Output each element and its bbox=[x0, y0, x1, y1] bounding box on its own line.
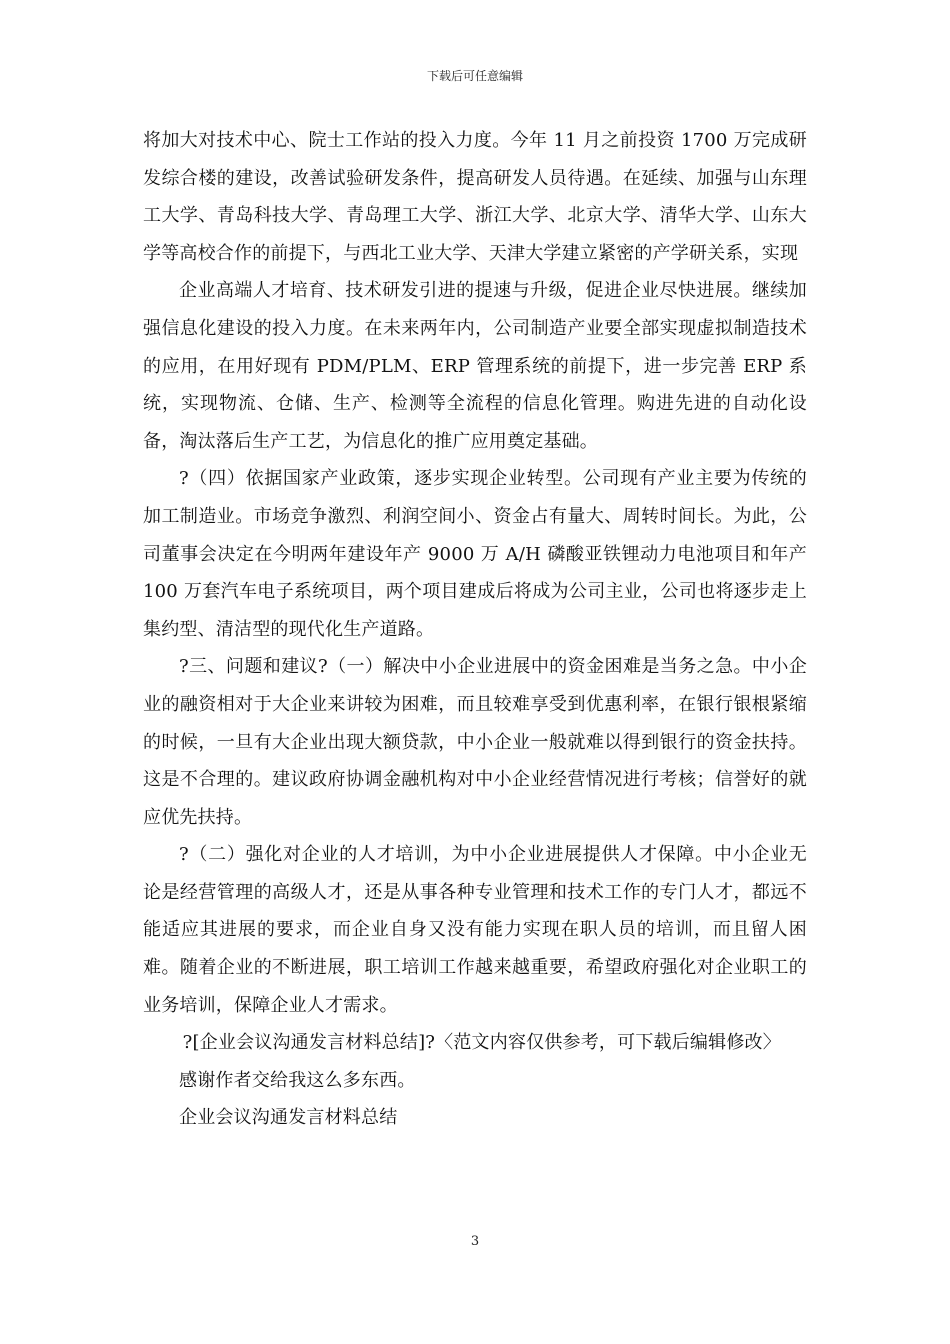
paragraph-transformation: ?（四）依据国家产业政策，逐步实现企业转型。公司现有产业主要为传统的加工制造业。市场竞争激烈、利润空间小、资金占有量大、周转时间长。为此，公司董事会决定在今明两年建设年产 9000 万 A/H 磷酸亚铁锂动力电池项目和年产 100 万套汽车电子系统项目，两个项目建成后将成为公司主业，公司也将逐步走上集约型、清洁型的现代化生产道路。 bbox=[143, 468, 807, 640]
page-number: 3 bbox=[470, 1234, 480, 1249]
paragraph-issues-funding: ?三、问题和建议?（一）解决中小企业进展中的资金困难是当务之急。中小企业的融资相对于大企业来讲较为困难，而且较难享受到优惠利率，在银行银根紧缩的时候，一旦有大企业出现大额贷款，中小企业一般就难以得到银行的资金扶持。这是不合理的。建议政府协调金融机构对中小企业经营情况进行考核；信誉好的就应优先扶持。 bbox=[143, 656, 807, 828]
paragraph-title-repeat: 企业会议沟通发言材料总结 bbox=[179, 1107, 398, 1129]
paragraph-talent: 企业高端人才培育、技术研发引进的提速与升级，促进企业尽快进展。继续加强信息化建设的投入力度。在未来两年内，公司制造产业要全部实现虚拟制造技术的应用，在用好现有 PDM/PLM、ERP 管理系统的前提下，进一步完善 ERP 系统，实现物流、仓储、生产、检测等全流程的信息化管理。购进先进的自动化设备，淘汰落后生产工艺，为信息化的推广应用奠定基础。 bbox=[143, 280, 807, 452]
paragraph-disclaimer: ?[企业会议沟通发言材料总结]?〈范文内容仅供参考，可下载后编辑修改〉 bbox=[182, 1032, 781, 1054]
document-body bbox=[143, 122, 807, 1137]
paragraph-thanks: 感谢作者交给我这么多东西。 bbox=[179, 1069, 416, 1091]
page-header: 下载后可任意编辑 bbox=[426, 69, 523, 83]
paragraph-continuation: 将加大对技术中心、院士工作站的投入力度。今年 11 月之前投资 1700 万完成研发综合楼的建设，改善试验研发条件，提高研发人员待遇。在延续、加强与山东理工大学、青岛科技大学、青岛理工大学、浙江大学、北京大学、清华大学、山东大学等高校合作的前提下，与西北工业大学、天津大学建立紧密的产学研关系，实现 bbox=[143, 130, 807, 264]
paragraph-issues-training: ?（二）强化对企业的人才培训，为中小企业进展提供人才保障。中小企业无论是经营管理的高级人才，还是从事各种专业管理和技术工作的专门人才，都远不能适应其进展的要求，而企业自身又没有能力实现在职人员的培训，而且留人困难。随着企业的不断进展，职工培训工作越来越重要，希望政府强化对企业职工的业务培训，保障企业人才需求。 bbox=[143, 844, 807, 1016]
